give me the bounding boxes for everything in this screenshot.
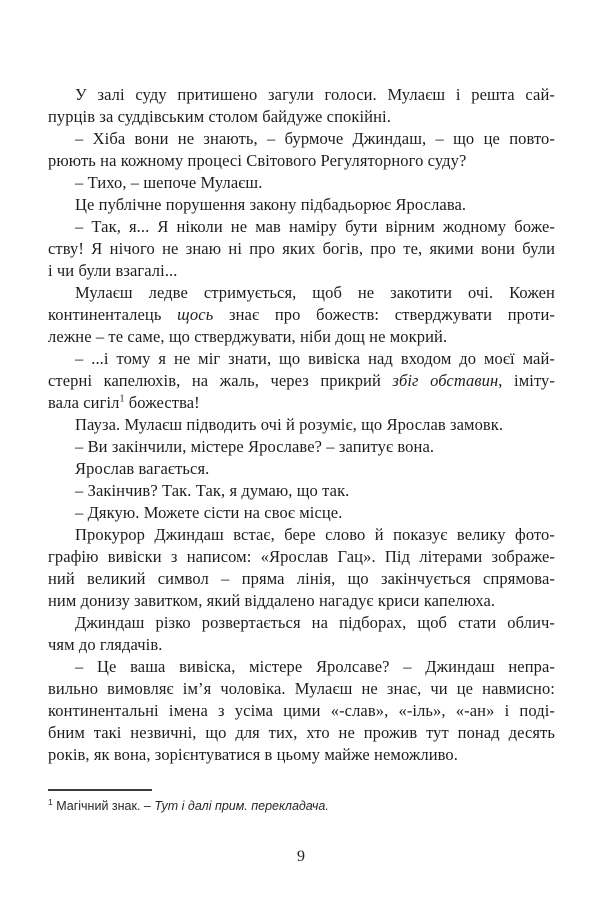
paragraph xyxy=(48,436,555,458)
italic-text-run: Тут і далі прим. перекладача. xyxy=(154,799,329,813)
page-number: 9 xyxy=(297,848,305,865)
text-line xyxy=(48,304,555,326)
paragraph xyxy=(48,656,555,766)
text-run: – Дякую. Можете сісти на своє місце. xyxy=(75,503,343,522)
text-run: – Це ваша вивіска, містере Яролсаве? – Джиндаш непра- xyxy=(75,657,555,676)
text-line xyxy=(48,656,555,678)
paragraph xyxy=(48,480,555,502)
text-run: пурців за суддівським столом байдуже спокійні. xyxy=(48,107,391,126)
text-line xyxy=(48,546,555,568)
text-run: Джиндаш різко розвертається на підборах, щоб стати облич- xyxy=(75,613,555,632)
text-line xyxy=(48,194,555,216)
text-line xyxy=(48,238,555,260)
paragraph xyxy=(48,348,555,414)
italic-text-run: щось xyxy=(177,305,214,324)
text-run: ству! Я нічого не знаю ні про яких богів, про те, якими вони були xyxy=(48,239,555,258)
text-run: Магічний знак. – xyxy=(52,799,155,813)
text-line xyxy=(48,436,555,458)
text-line xyxy=(48,392,555,414)
text-line xyxy=(48,590,555,612)
text-line xyxy=(48,568,555,590)
text-line xyxy=(48,524,555,546)
text-run: Мулаєш ледве стримується, щоб не закотити очі. Кожен xyxy=(75,283,555,302)
text-run: графію вивіски з написом: «Ярослав Гац». Під літерами зображе- xyxy=(48,547,555,566)
text-run: бним такі незвичні, що для тих, хто не прожив тут понад десять xyxy=(48,723,555,742)
text-run: вильно вимовляє ім’я чоловіка. Мулаєш не знає, чи це навмисно: xyxy=(48,679,555,698)
footnote-marker: 1 xyxy=(48,796,53,807)
text-line xyxy=(48,348,555,370)
paragraph xyxy=(48,84,555,128)
text-line xyxy=(48,216,555,238)
text-line xyxy=(48,480,555,502)
paragraph xyxy=(48,524,555,612)
text-run: ний великий символ – пряма лінія, що закінчується спрямова- xyxy=(48,569,555,588)
text-run: стерні капелюхів, на жаль, через прикрий xyxy=(48,371,393,390)
text-run: років, як вона, зорієнтуватися в цьому майже неможливо. xyxy=(48,745,458,764)
text-line xyxy=(48,84,555,106)
text-run: – Хіба вони не знають, – бурмоче Джиндаш, – що це повто- xyxy=(75,129,555,148)
text-line xyxy=(48,502,555,524)
italic-text-run: збіг обставин xyxy=(392,371,499,390)
paragraph xyxy=(48,216,555,282)
text-run: – Так, я... Я ніколи не мав наміру бути вірним жодному боже- xyxy=(75,217,555,236)
text-line xyxy=(48,150,555,172)
text-run: рюють на кожному процесі Світового Регуляторного суду? xyxy=(48,151,467,170)
text-run: лежне – те саме, що стверджувати, ніби дощ не мокрий. xyxy=(48,327,448,346)
footnote-marker: 1 xyxy=(119,393,125,405)
text-run: і чи були взагалі... xyxy=(48,261,178,280)
text-run: – ...і тому я не міг знати, що вивіска над входом до моєї май- xyxy=(75,349,555,368)
text-line xyxy=(48,722,555,744)
text-line xyxy=(48,172,555,194)
text-line xyxy=(48,370,555,392)
paragraph xyxy=(48,282,555,348)
paragraph xyxy=(48,502,555,524)
text-run: Прокурор Джиндаш встає, бере слово й показує велику фото- xyxy=(75,525,555,544)
text-line xyxy=(48,260,555,282)
text-line xyxy=(48,458,555,480)
text-line xyxy=(48,612,555,634)
paragraph xyxy=(48,194,555,216)
text-run: , іміту- xyxy=(498,371,555,390)
footnote xyxy=(48,798,555,815)
text-line xyxy=(48,128,555,150)
paragraph xyxy=(48,612,555,656)
paragraph xyxy=(48,172,555,194)
text-run: У залі суду притишено загули голоси. Мулаєш і решта сай- xyxy=(75,85,555,104)
text-run: ним донизу завитком, який віддалено нагадує криси капелюха. xyxy=(48,591,496,610)
text-line xyxy=(48,414,555,436)
paragraph xyxy=(48,128,555,172)
text-run: Ярослав вагається. xyxy=(75,459,210,478)
text-line xyxy=(48,326,555,348)
paragraph xyxy=(48,458,555,480)
text-run: чям до глядачів. xyxy=(48,635,163,654)
body-text xyxy=(48,84,555,766)
text-line xyxy=(48,744,555,766)
text-line xyxy=(48,700,555,722)
footnote-divider xyxy=(48,789,152,791)
text-line xyxy=(48,634,555,656)
text-run: континентальні імена з усіма цими «-слав», «-іль», «-ан» і поді- xyxy=(48,701,555,720)
text-line xyxy=(48,678,555,700)
text-line xyxy=(48,282,555,304)
text-run: знає про божеств: стверджувати проти- xyxy=(213,305,555,324)
text-run: Пауза. Мулаєш підводить очі й розуміє, що Ярослав замовк. xyxy=(75,415,504,434)
text-run: – Закінчив? Так. Так, я думаю, що так. xyxy=(75,481,350,500)
text-run: – Ви закінчили, містере Ярославе? – запитує вона. xyxy=(75,437,435,456)
text-run: вала сигіл xyxy=(48,393,120,412)
text-run: Це публічне порушення закону підбадьорює Ярослава. xyxy=(75,195,467,214)
text-line xyxy=(48,106,555,128)
text-run: – Тихо, – шепоче Мулаєш. xyxy=(75,173,263,192)
text-run: божества! xyxy=(124,393,200,412)
paragraph xyxy=(48,414,555,436)
text-run: континенталець xyxy=(48,305,178,324)
